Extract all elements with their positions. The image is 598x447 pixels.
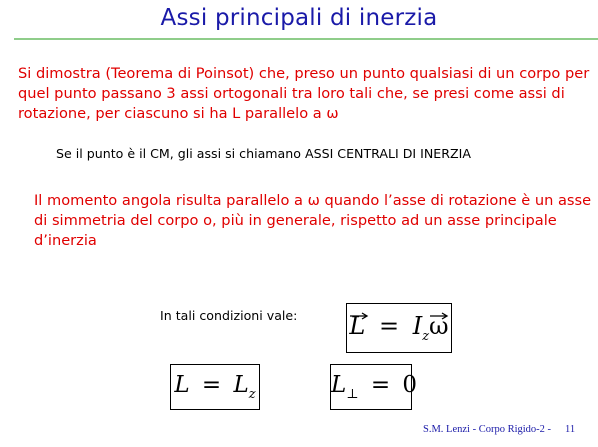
poinsot-theorem-paragraph: Si dimostra (Teorema di Poinsot) che, preso un punto qualsiasi di un corpo per quel punto passano 3 assi ortogonali tra loro tali che, se presi come assi di rotazione, per ciascuno si ha L parallelo a ω xyxy=(18,65,590,122)
page-number: 11 xyxy=(565,424,576,435)
central-axes-note: Se il punto è il CM, gli assi si chiamano ASSI CENTRALI DI INERZIA xyxy=(56,146,471,161)
slide-footer xyxy=(423,424,593,435)
conditions-label: In tali condizioni vale: xyxy=(160,308,298,323)
subscript-z: z xyxy=(422,329,430,344)
symbol-l: L xyxy=(331,372,347,398)
subscript-z: z xyxy=(248,387,256,402)
angular-momentum-paragraph: Il momento angola risulta parallelo a ω quando l’asse di rotazione è un asse di simmetria del corpo o, più in generale, rispetto ad un asse principale d’inerzia xyxy=(34,192,592,249)
footer-source: S.M. Lenzi - Corpo Rigido-2 - xyxy=(423,424,552,435)
equation-l-equals-iz-omega xyxy=(346,303,452,353)
title-underline xyxy=(14,38,598,40)
slide-title: Assi principali di inerzia xyxy=(160,5,438,31)
subscript-perp: ⊥ xyxy=(346,387,359,402)
vector-l: L xyxy=(349,312,365,340)
equals-sign: = xyxy=(378,312,400,340)
symbol-l: L xyxy=(233,372,249,398)
zero-value: 0 xyxy=(402,372,418,398)
equation-l-equals-lz xyxy=(170,364,260,410)
equals-sign: = xyxy=(370,372,391,398)
equation-lperp-equals-zero xyxy=(330,364,418,410)
vector-omega: ω xyxy=(429,312,449,340)
vector-arrow-icon xyxy=(349,312,369,320)
vector-arrow-icon xyxy=(429,312,449,320)
moment-of-inertia-symbol: I xyxy=(412,312,423,340)
symbol-l: L xyxy=(174,372,190,398)
equals-sign: = xyxy=(201,372,222,398)
